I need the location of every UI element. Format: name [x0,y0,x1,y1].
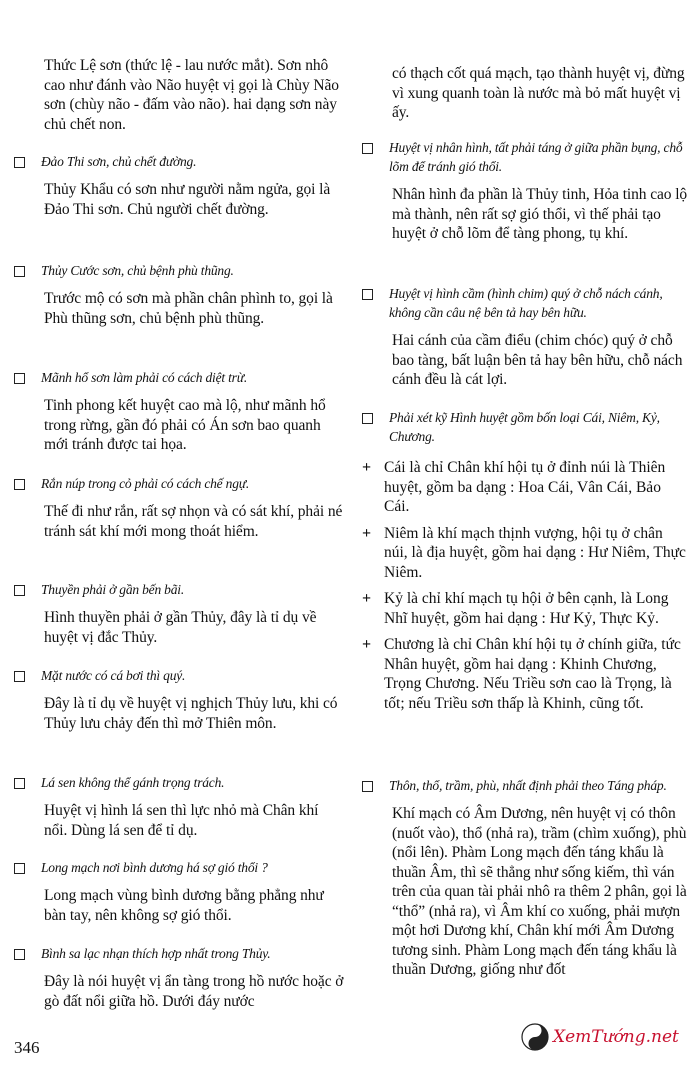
entry [362,64,688,123]
entry [14,368,344,455]
entry [14,261,344,328]
entry-body: Đây là nói huyệt vị ẩn tàng trong hồ nước hoặc ở gò đất nổi giữa hồ. Dưới đáy nước [44,973,344,1010]
watermark-text: XemTướng.net [553,1027,679,1047]
plus-icon: + [362,524,372,542]
entry-body: Thế đi như rắn, rất sợ nhọn và có sát khí, phải né tránh sát khí mới mong thoát hiểm. [44,503,343,540]
entry-body: Tinh phong kết huyệt cao mà lộ, như mãnh hổ trong rừng, gần đó phải có Án sơn bao quanh mới tránh được tai họa. [44,397,326,453]
entry-body: Hai cánh của cầm điểu (chim chóc) quý ở chỗ bao tàng, bất luận bên tả hay bên hữu, chỗ nách cánh đều là cát lợi. [392,332,683,388]
entry [14,152,344,219]
checkbox-icon [362,413,373,424]
list-item-text: Chương là chỉ Chân khí hội tụ ở chính giữa, tức Nhân huyệt, gồm hai dạng : Khinh Chương, Trọng Chương. Nếu Triều sơn cao là Trọng, là tốt; nếu Triều sơn thấp là Khinh, cũng tốt. [384,636,681,712]
entry-body: Trước mộ có sơn mà phần chân phình to, gọi là Phù thũng sơn, chủ bệnh phù thũng. [44,290,333,327]
checkbox-icon [14,778,25,789]
entry-heading: Thuyền phải ở gần bến bãi. [41,582,184,597]
page-number: 346 [14,1038,40,1057]
entry [362,284,688,390]
list-item [362,635,688,713]
entry-heading: Long mạch nơi bình dương há sợ gió thổi ? [41,860,268,875]
entry-heading: Huyệt vị nhân hình, tất phải táng ở giữa phần bụng, chỗ lõm để tránh gió thổi. [389,140,683,174]
yin-yang-icon [520,1022,550,1052]
entry [14,858,344,925]
list-item-text: Kỷ là chỉ khí mạch tụ hội ở bên cạnh, là Long Nhĩ huyệt, gồm hai dạng : Hư Kỷ, Thực Kỷ. [384,590,669,627]
list-item [362,524,688,583]
entry-heading: Rắn núp trong cỏ phải có cách chế ngự. [41,476,250,491]
entry-body: Hình thuyền phải ở gần Thủy, đây là tỉ dụ về huyệt vị đắc Thủy. [44,609,317,646]
checkbox-icon [14,949,25,960]
checkbox-icon [14,863,25,874]
list-item-text: Niêm là khí mạch thịnh vượng, hội tụ ở chân núi, là địa huyệt, gồm hai dạng : Hư Niêm, Thực Niêm. [384,524,686,581]
entry-body: Huyệt vị hình lá sen thì lực nhỏ mà Chân khí nổi. Dùng lá sen để tỉ dụ. [44,802,319,839]
entry [14,580,344,647]
entry-heading: Huyệt vị hình cầm (hình chim) quý ở chỗ nách cánh, không cần câu nệ bên tả hay bên hữu. [389,286,663,320]
checkbox-icon [14,157,25,168]
watermark-logo [520,1018,688,1056]
checkbox-icon [362,289,373,300]
checkbox-icon [362,781,373,792]
entry-heading: Phải xét kỹ Hình huyệt gồm bốn loại Cái, Niêm, Kỷ, Chương. [389,410,660,444]
plus-icon: + [362,590,372,607]
entry [14,773,344,840]
checkbox-icon [14,585,25,596]
entry-body: Long mạch vùng bình dương bằng phẳng như bàn tay, nên không sợ gió thổi. [44,887,324,924]
entry-body: có thạch cốt quá mạch, tạo thành huyệt vị, đừng vì xung quanh toàn là nước mà bỏ mất huyệt vị ấy. [392,65,685,121]
checkbox-icon [362,143,373,154]
list-item [362,458,688,517]
entry [14,474,344,541]
checkbox-icon [14,266,25,277]
entry [362,138,688,244]
entry-heading: Thôn, thổ, trầm, phù, nhất định phải theo Táng pháp. [389,778,667,793]
checkbox-icon [14,479,25,490]
plus-icon: + [362,459,372,476]
entry-heading: Lá sen không thể gánh trọng trách. [41,775,225,790]
plus-icon: + [362,636,372,653]
entry [14,666,344,733]
entry-heading: Đảo Thi sơn, chủ chết đường. [41,154,197,169]
entry-heading: Mặt nước có cá bơi thì quý. [41,668,186,683]
entry [362,408,688,713]
entry-body: Thủy Khẩu có sơn như người nằm ngửa, gọi là Đảo Thi sơn. Chủ người chết đường. [44,181,331,218]
list-item [362,589,688,628]
entry-heading: Mãnh hổ sơn làm phải có cách diệt trừ. [41,370,248,385]
checkbox-icon [14,671,25,682]
entry-body: Khí mạch có Âm Dương, nên huyệt vị có thôn (nuốt vào), thổ (nhả ra), trầm (chìm xuống), phù (nổi lên). Phàm Long mạch đến táng khẩu là thuần Âm, thì sẽ thẳng như sống kiếm, thì ván trên của quan tài phải nhô ra thêm 2 phân, gọi là “thổ” (nhả ra), vì Âm khí co xuống, phải mượn một hơi Dương khí, Chân khí mới Âm Dương tương sinh. Phàm Long mạch đến táng khẩu là thuần Dương, giống như đốt [392,805,687,978]
checkbox-icon [14,373,25,384]
entry [14,56,344,134]
entry-body: Đây là tỉ dụ về huyệt vị nghịch Thủy lưu, khi có Thủy lưu chảy đến thì mở Thiên môn. [44,695,338,732]
entry-body: Thức Lệ sơn (thức lệ - lau nước mắt). Sơn nhô cao như đánh vào Não huyệt vị gọi là Chùy Não sơn (chùy não - đấm vào não). hai dạng sơn này chủ chết non. [44,57,339,133]
entry-body: Nhân hình đa phần là Thủy tinh, Hỏa tinh cao lộ mà thành, nên rất sợ gió thổi, vì thế phải tạo huyệt ở chỗ lõm để tàng phong, tụ khí. [392,186,688,242]
entry [14,944,344,1011]
list-item-text: Cái là chỉ Chân khí hội tụ ở đỉnh núi là Thiên huyệt, gồm ba dạng : Hoa Cái, Vân Cái, Bảo Cái. [384,459,666,515]
entry-heading: Bình sa lạc nhạn thích hợp nhất trong Thủy. [41,946,271,961]
entry [362,776,688,980]
entry-heading: Thủy Cước sơn, chủ bệnh phù thũng. [41,263,234,278]
